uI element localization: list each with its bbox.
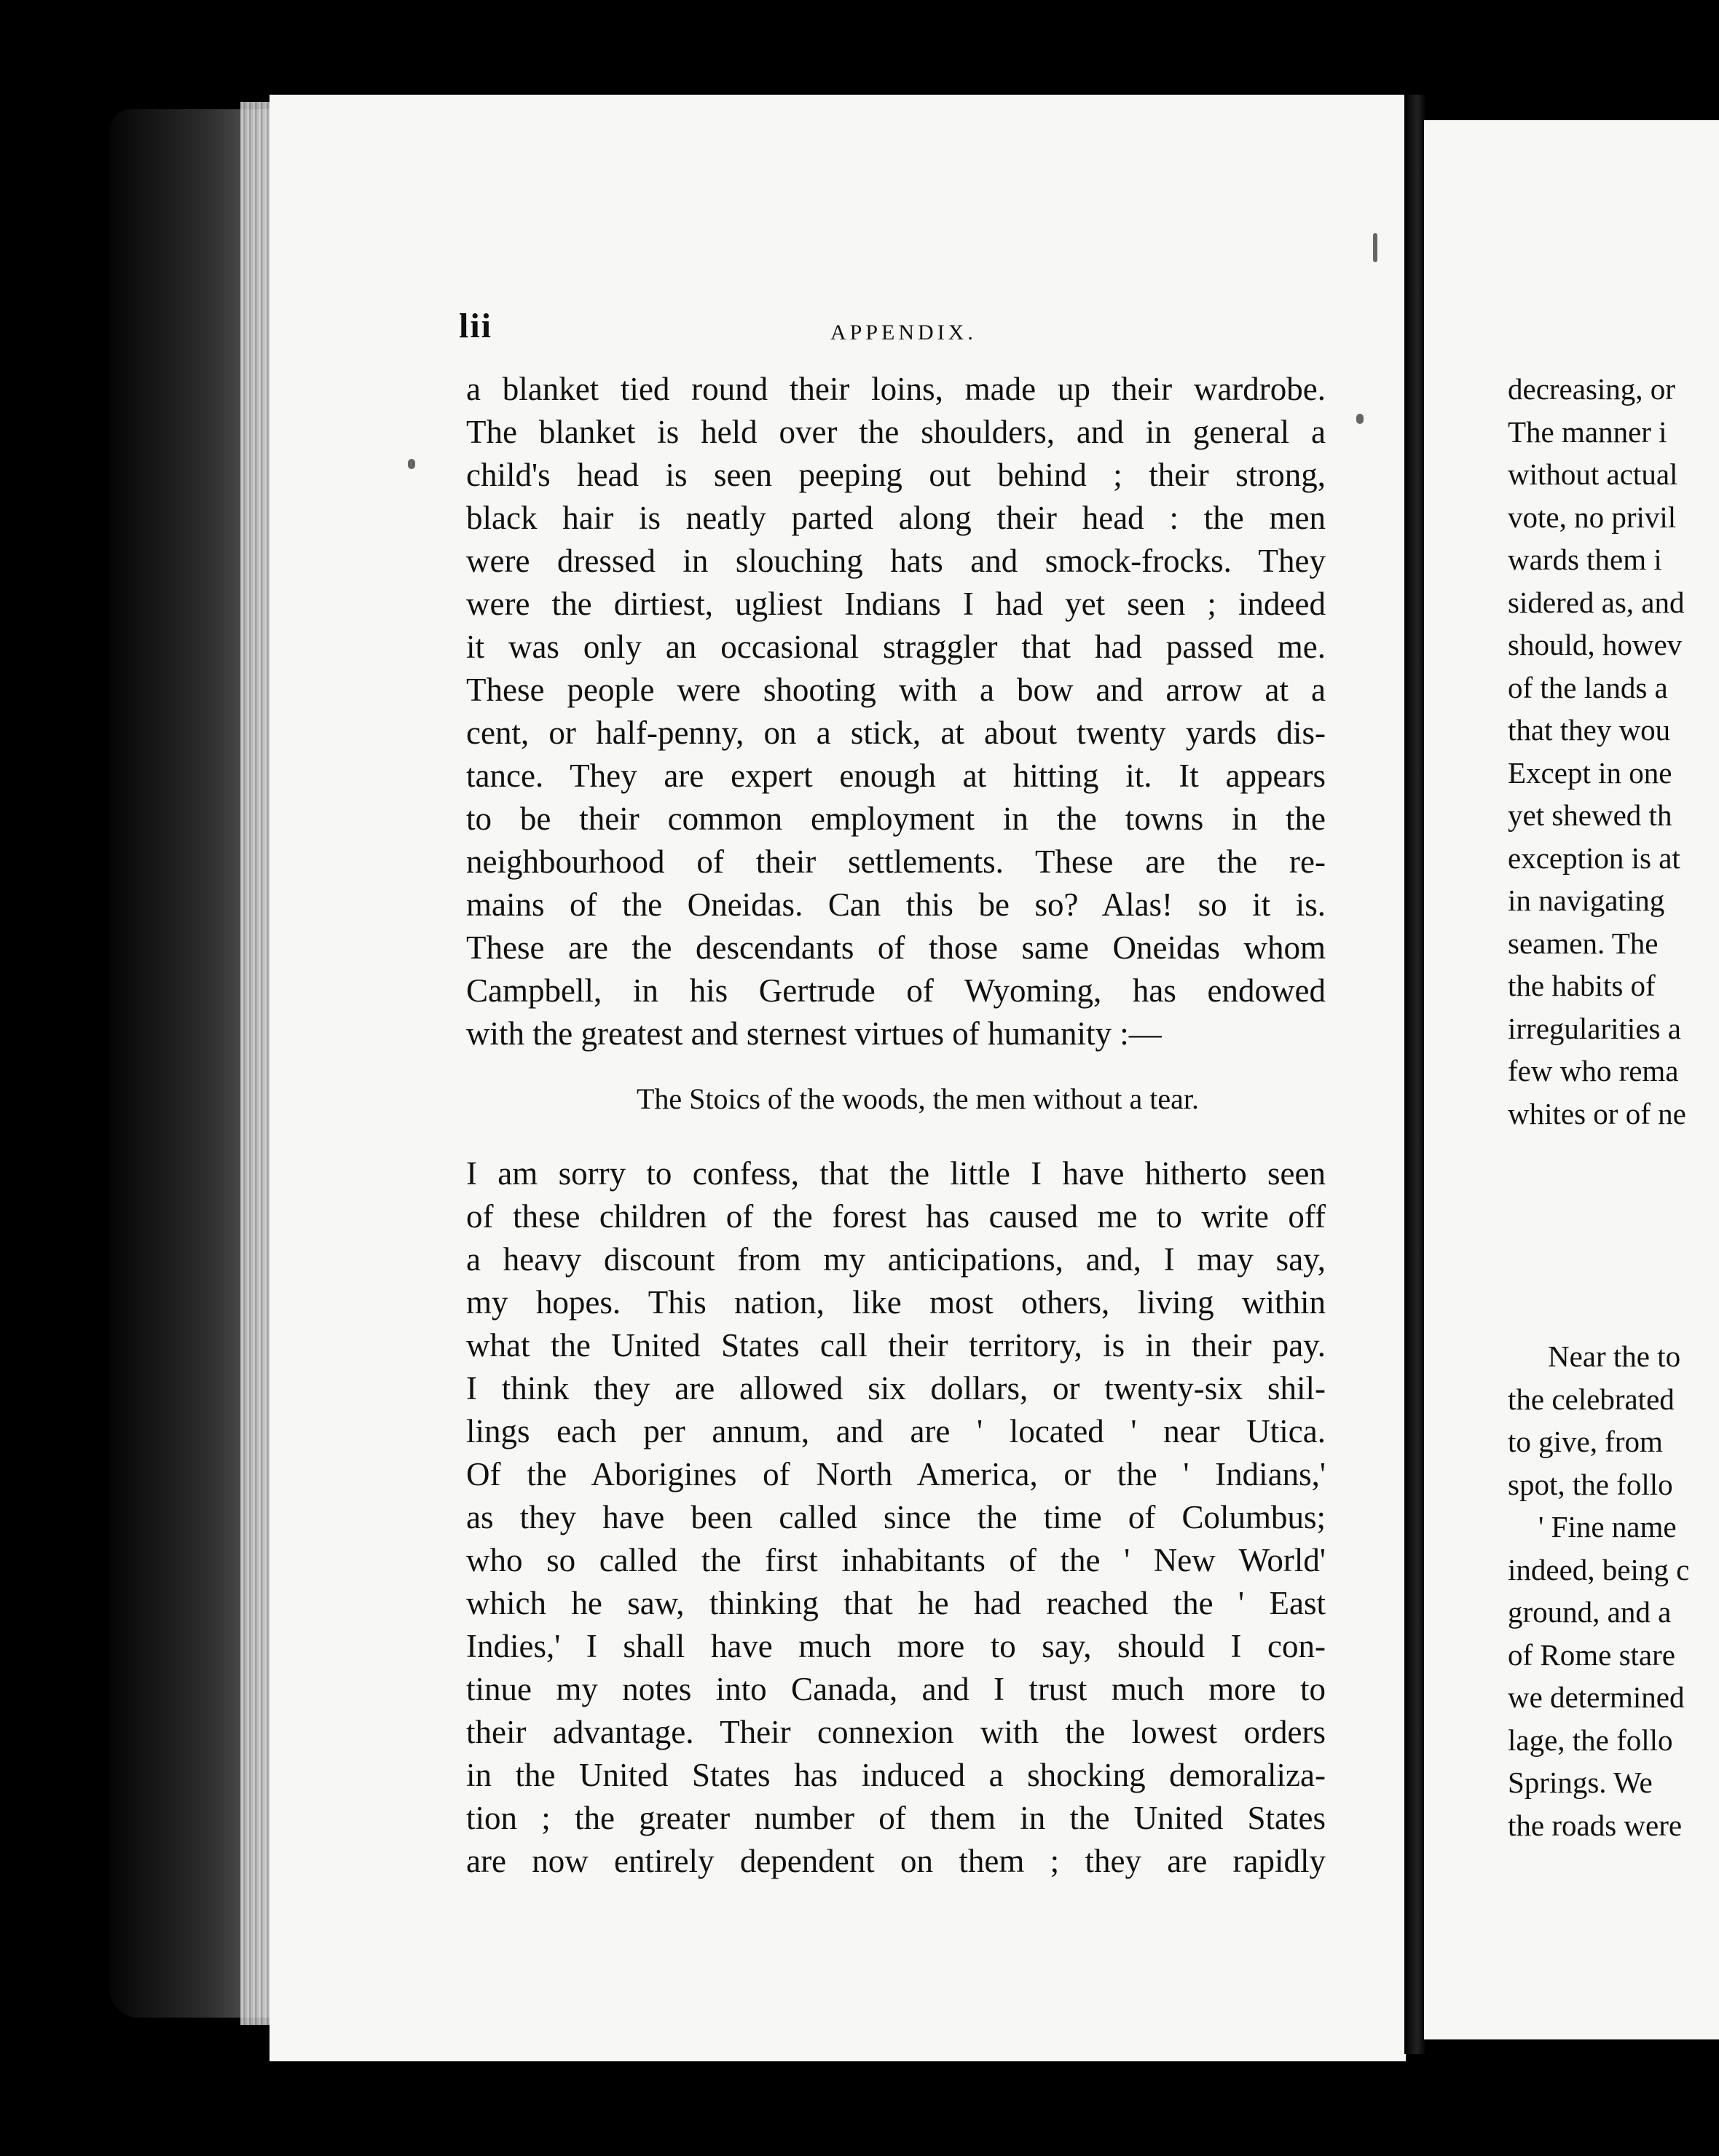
text-line: I think they are allowed six dollars, or twenty-six shil- <box>466 1370 1326 1406</box>
text-line: neighbourhood of their settlements. These are the re- <box>466 843 1326 880</box>
text-line: sidered as, and <box>1508 585 1685 619</box>
text-line: we determined <box>1508 1680 1685 1714</box>
text-line: I am sorry to confess, that the little I have hitherto seen <box>466 1155 1326 1192</box>
book-gutter <box>1404 95 1426 2054</box>
text-line: with the greatest and sternest virtues of humanity :— <box>466 1015 1162 1052</box>
text-line: Campbell, in his Gertrude of Wyoming, has endowed <box>466 972 1326 1009</box>
text-line: lage, the follo <box>1508 1723 1673 1757</box>
left-page-body <box>466 368 1326 1883</box>
text-line: without actual <box>1508 457 1678 491</box>
text-line: tance. They are expert enough at hitting it. It appears <box>466 758 1326 794</box>
text-line: These are the descendants of those same Oneidas whom <box>466 929 1326 966</box>
text-line: to be their common employment in the towns in the <box>466 800 1326 837</box>
text-line: Of the Aborigines of North America, or the ' Indians,' <box>466 1456 1326 1492</box>
text-line: tinue my notes into Canada, and I trust much more to <box>466 1671 1326 1707</box>
text-line: a heavy discount from my anticipations, and, I may say, <box>466 1241 1326 1278</box>
text-line: yet shewed th <box>1508 798 1672 832</box>
text-line: the celebrated <box>1508 1382 1675 1416</box>
verse-quote: The Stoics of the woods, the men without a tear. <box>636 1082 1200 1115</box>
text-line: of these children of the forest has caused me to write off <box>466 1198 1326 1235</box>
text-line: whites or of ne <box>1508 1096 1686 1130</box>
text-line: Near the to <box>1548 1339 1681 1373</box>
text-line: as they have been called since the time of Columbus; <box>466 1499 1326 1535</box>
text-line: which he saw, thinking that he had reached the ' East <box>466 1585 1326 1621</box>
text-line: their advantage. Their connexion with the lowest orders <box>466 1714 1326 1750</box>
text-line: black hair is neatly parted along their head : the men <box>466 500 1326 536</box>
text-line: cent, or half-penny, on a stick, at about twenty yards dis- <box>466 715 1326 751</box>
text-line: of Rome stare <box>1508 1637 1675 1672</box>
ink-speck <box>1373 233 1377 262</box>
text-line: ' Fine name <box>1538 1510 1677 1543</box>
text-line: The blanket is held over the shoulders, and in general a <box>466 414 1326 450</box>
text-line: decreasing, or <box>1508 372 1675 406</box>
text-line: in navigating <box>1508 884 1665 917</box>
text-line: ground, and a <box>1508 1595 1672 1629</box>
text-line: These people were shooting with a bow and arrow at a <box>466 672 1326 708</box>
right-page-body <box>1508 368 1719 1846</box>
ink-speck <box>408 459 415 469</box>
running-head: APPENDIX. <box>830 320 977 345</box>
text-line: in the United States has induced a shocking demoraliza- <box>466 1757 1326 1793</box>
text-line: who so called the first inhabitants of the ' New World' <box>466 1542 1326 1578</box>
text-line: that they wou <box>1508 713 1671 747</box>
text-line: my hopes. This nation, like most others, living within <box>466 1284 1326 1321</box>
text-line: irregularities a <box>1508 1011 1681 1045</box>
section-gap <box>1508 1135 1719 1335</box>
text-line: to give, from <box>1508 1425 1663 1458</box>
paragraph-2 <box>466 1152 1326 1883</box>
text-line: Except in one <box>1508 755 1672 790</box>
text-line: The manner i <box>1508 414 1667 449</box>
ink-speck <box>1356 414 1364 424</box>
text-line: Springs. We <box>1508 1766 1653 1799</box>
text-line: were dressed in slouching hats and smock-frocks. They <box>466 543 1326 579</box>
text-line: tion ; the greater number of them in the United States <box>466 1800 1326 1836</box>
text-line: seamen. The <box>1508 926 1659 960</box>
text-line: lings each per annum, and are ' located ' near Utica. <box>466 1413 1326 1449</box>
text-line: Indies,' I shall have much more to say, should I con- <box>466 1628 1326 1664</box>
text-line: are now entirely dependent on them ; they are rapidly <box>466 1843 1326 1879</box>
text-line: the habits of <box>1508 969 1656 1002</box>
text-line: a blanket tied round their loins, made up their wardrobe. <box>466 371 1326 407</box>
text-line: it was only an occasional straggler that had passed me. <box>466 629 1326 665</box>
text-line: mains of the Oneidas. Can this be so? Alas! so it is. <box>466 886 1326 923</box>
text-line: spot, the follo <box>1508 1467 1673 1501</box>
text-line: few who rema <box>1508 1054 1679 1087</box>
text-line: should, howev <box>1508 628 1683 661</box>
text-line: were the dirtiest, ugliest Indians I had yet seen ; indeed <box>466 586 1326 622</box>
text-line: the roads were <box>1508 1808 1683 1842</box>
page-number: lii <box>459 307 493 345</box>
text-line: exception is at <box>1508 841 1680 875</box>
text-line: wards them i <box>1508 543 1662 576</box>
text-line: indeed, being c <box>1508 1552 1690 1586</box>
text-line: of the lands a <box>1508 670 1668 704</box>
text-line: vote, no privil <box>1508 500 1677 534</box>
paragraph-1 <box>466 368 1326 1055</box>
text-line: child's head is seen peeping out behind ; their strong, <box>466 457 1326 493</box>
text-line: what the United States call their territory, is in their pay. <box>466 1327 1326 1364</box>
